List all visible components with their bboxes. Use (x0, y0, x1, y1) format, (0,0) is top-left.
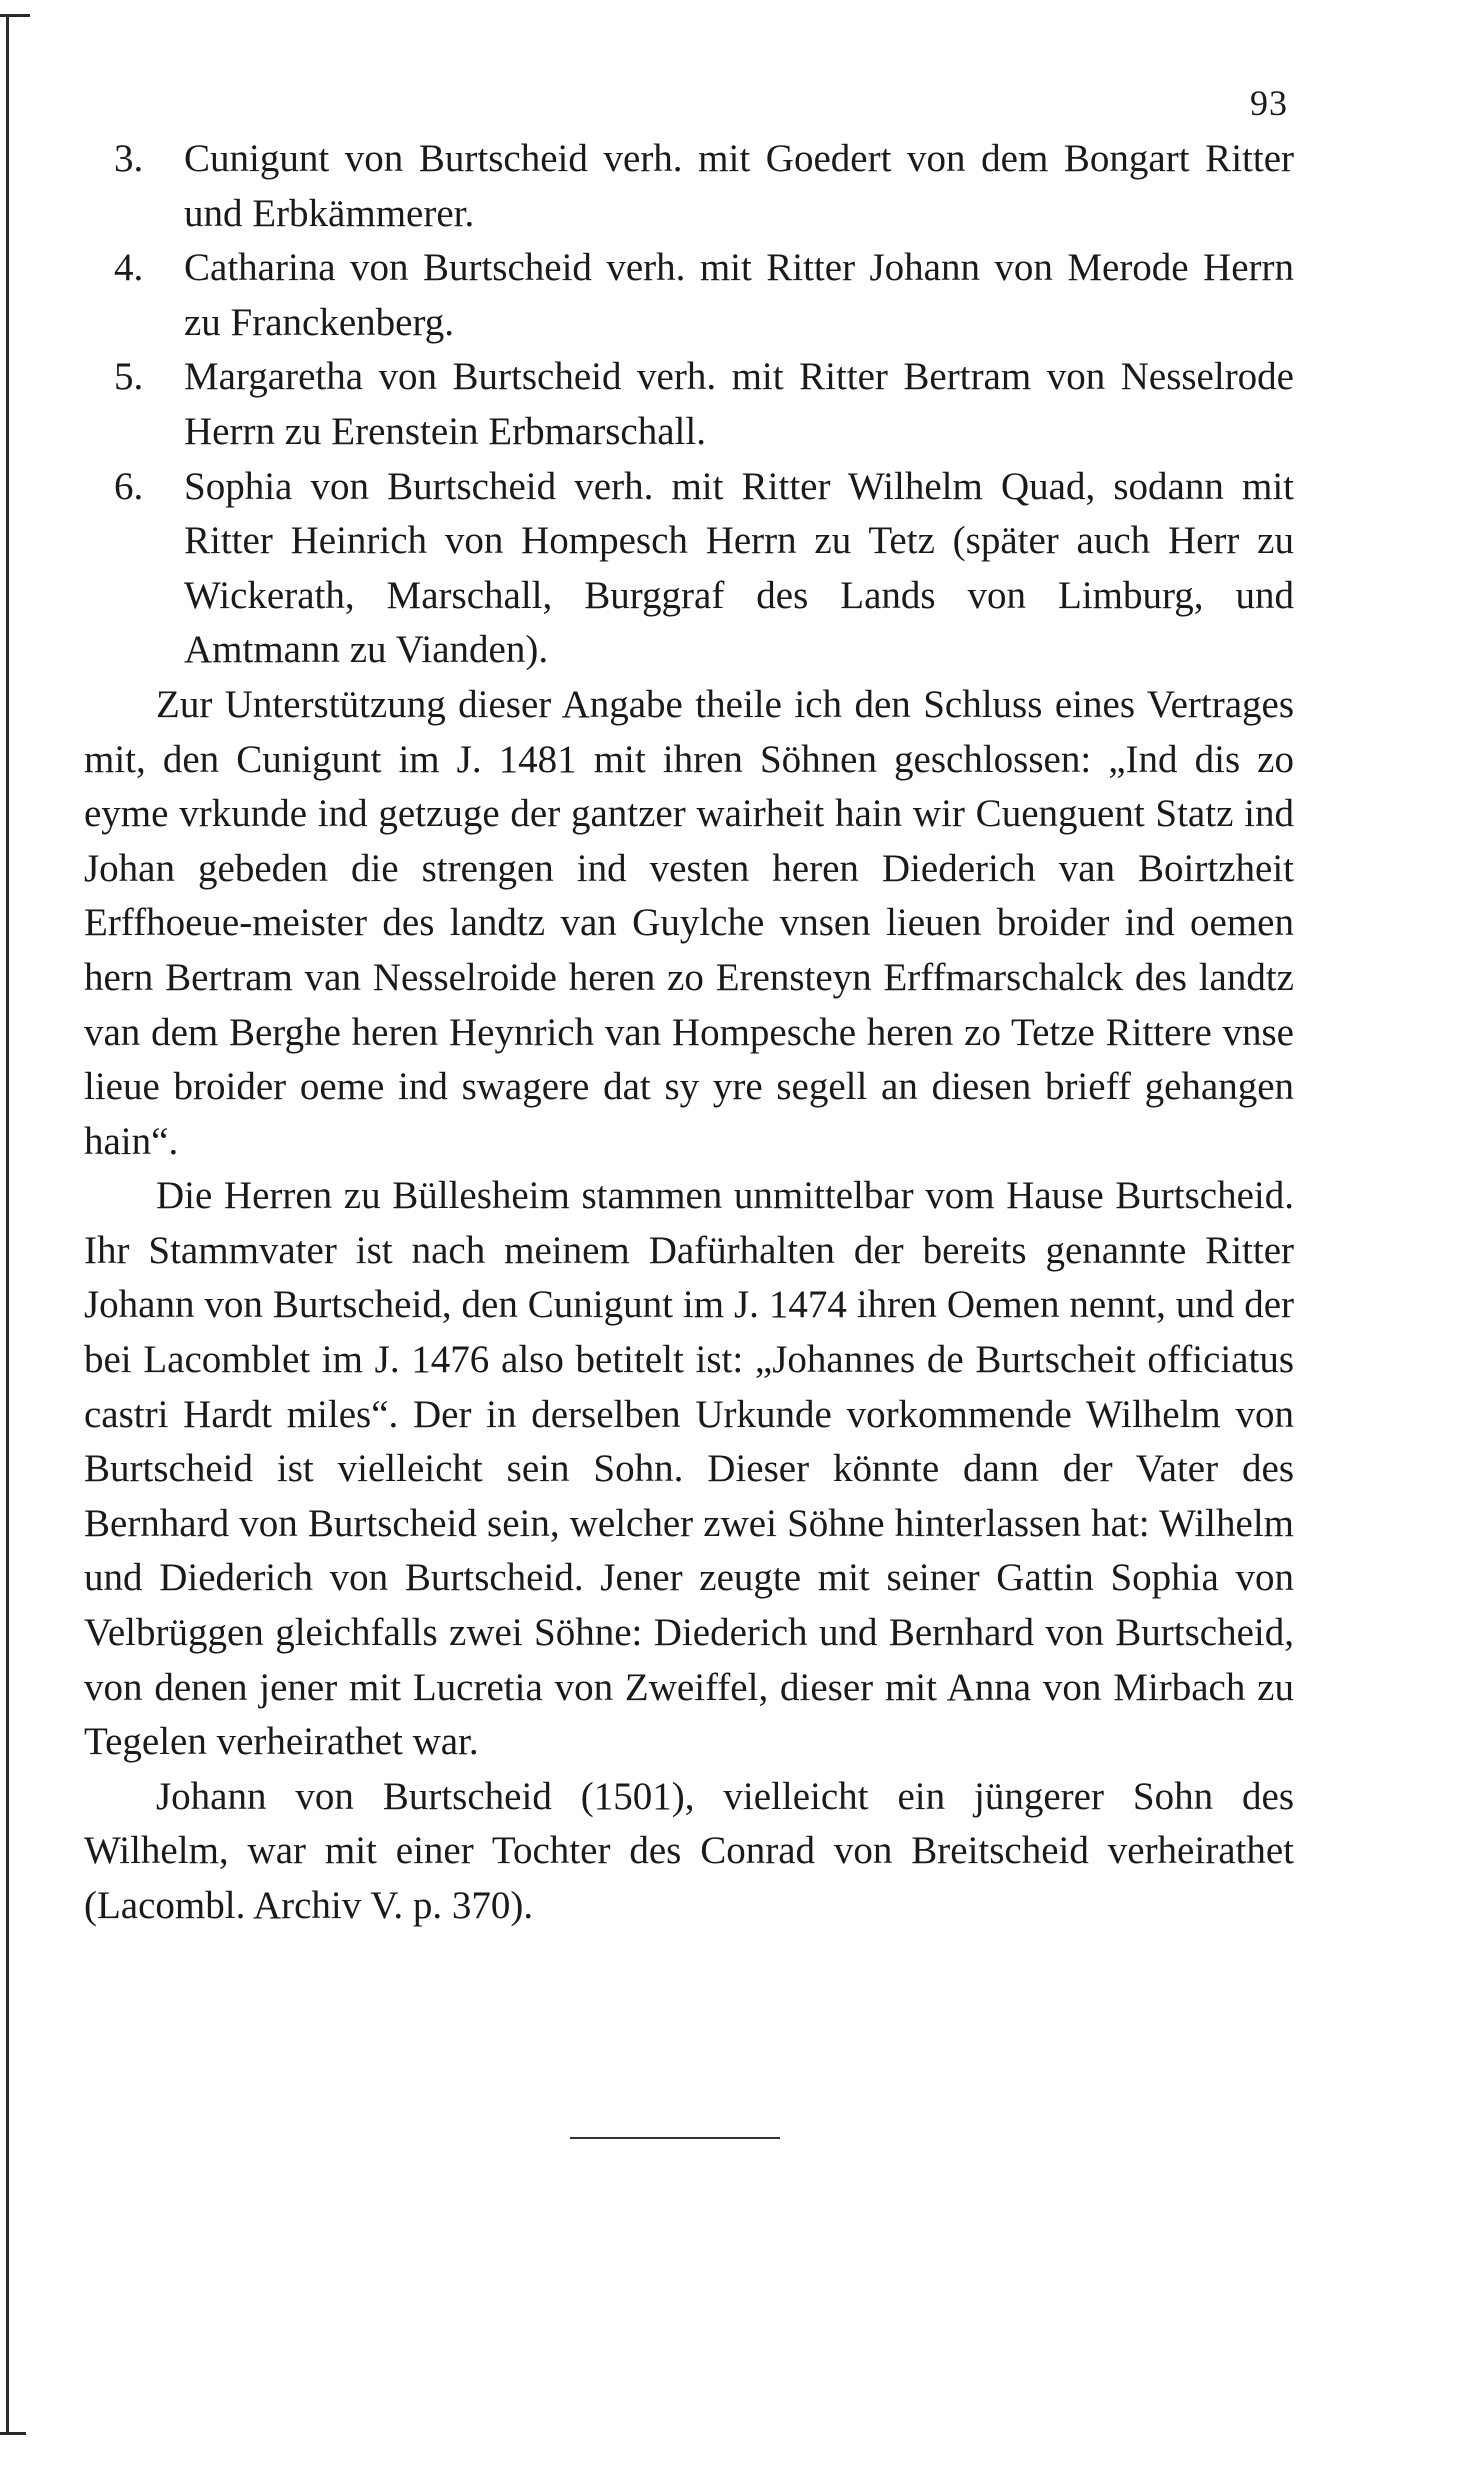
list-item-number: 3. (114, 137, 144, 180)
binding-edge-top-tick (0, 14, 30, 17)
list-item-number: 6. (114, 464, 144, 508)
list-item-text: Cunigunt von Burtscheid verh. mit Goedert von dem Bongart Ritter und Erbkämmerer. (184, 137, 1294, 235)
paragraph-contract-quote: Zur Unterstützung dieser Angabe theile ich den Schluss eines Vertrages mit, den Cunigunt im J. 1481 mit ihren Söhnen geschlossen: „Ind dis zo eyme vrkunde ind getzuge der gantzer wairheit hain wir Cuenguent Statz ind Johan gebeden die strengen ind vesten heren Diederich van Boirtzheit Erffhoeue-meister des landtz van Guylche vnsen lieuen broider ind oemen hern Bertram van Nesselroide heren zo Erensteyn Erffmarschalck des landtz van dem Berghe heren Heynrich van Hompesche heren zo Tetze Rittere vnse lieue broider oeme ind swagere dat sy yre segell an diesen brieff gehangen hain“. (84, 682, 1294, 1163)
list-item-text: Margaretha von Burtscheid verh. mit Ritter Bertram von Nesselrode Herrn zu Erenstein Erbmarschall. (184, 355, 1294, 453)
binding-edge-bottom-tick (0, 2432, 26, 2435)
list-item-number: 4. (114, 246, 144, 290)
binding-edge-rule (6, 14, 9, 2434)
page-number: 93 (1250, 83, 1288, 123)
list-item (84, 350, 1294, 459)
page-body (84, 132, 1294, 1934)
list-item (84, 241, 1294, 350)
list-item (84, 132, 1294, 241)
list-item-number: 5. (114, 355, 144, 399)
paragraph-buellesheim: Die Herren zu Büllesheim stammen unmittelbar vom Hause Burtscheid. Ihr Stammvater ist nach meinem Dafürhalten der bereits genannte Ritter Johann von Burtscheid, den Cunigunt im J. 1474 ihren Oemen nennt, und der bei Lacomblet im J. 1476 also betitelt ist: „Johannes de Burtscheit officiatus castri Hardt miles“. Der in derselben Urkunde vorkommende Wilhelm von Burtscheid ist vielleicht sein Sohn. Dieser könnte dann der Vater des Bernhard von Burtscheid sein, welcher zwei Söhne hinterlassen hat: Wilhelm und Diederich von Burtscheid. Jener zeugte mit seiner Gattin Sophia von Velbrüggen gleichfalls zwei Söhne: Diederich und Bernhard von Burtscheid, von denen jener mit Lucretia von Zweiffel, dieser mit Anna von Mirbach zu Tegelen verheirathet war. (84, 1174, 1294, 1764)
list-item-text: Sophia von Burtscheid verh. mit Ritter Wilhelm Quad, sodann mit Ritter Heinrich von Hompesch Herrn zu Tetz (später auch Herr zu Wickerath, Marschall, Burggraf des Lands von Limburg, und Amtmann zu Vianden). (184, 464, 1294, 672)
paragraph-johann: Johann von Burtscheid (1501), vielleicht ein jüngerer Sohn des Wilhelm, war mit einer Tochter des Conrad von Breitscheid verheirathet (Lacombl. Archiv V. p. 370). (84, 1774, 1294, 1927)
list-item (84, 460, 1294, 678)
section-end-rule (570, 2137, 780, 2139)
list-item-text: Catharina von Burtscheid verh. mit Ritter Johann von Merode Herrn zu Franckenberg. (184, 246, 1294, 344)
